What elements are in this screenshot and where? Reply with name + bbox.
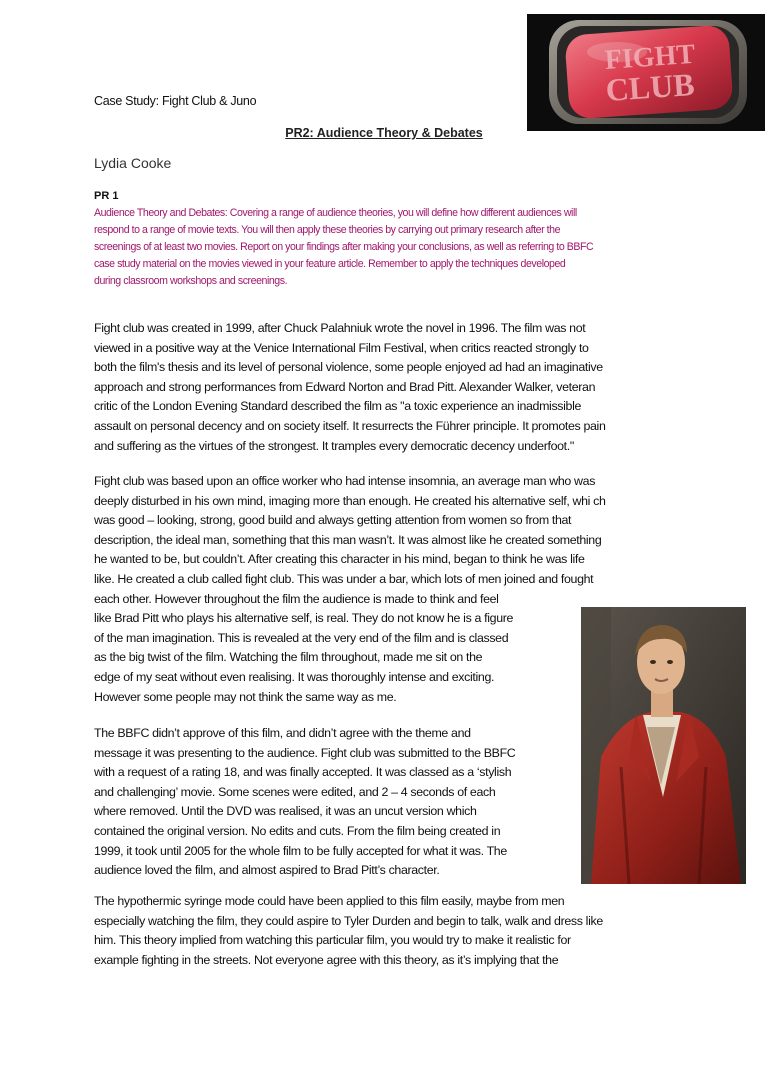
text-line: and suffering as the virtues of the strongest. It tramples every democratic decency underfoot."	[94, 438, 574, 453]
text-line: like. He created a club called fight club. This was under a bar, which lots of men joined and fought	[94, 571, 594, 586]
text-line: Fight club was created in 1999, after Chuck Palahniuk wrote the novel in 1996. The film was not	[94, 321, 586, 335]
text-line: Fight club was based upon an office worker who had intense insomnia, an average man who was	[94, 474, 596, 488]
text-line: audience loved the film, and almost aspired to Brad Pitt’s character.	[94, 863, 440, 878]
text-line: was good – looking, strong, good build and always getting attention from women so from that	[94, 513, 572, 528]
text-line: However some people may not think the same way as me.	[94, 689, 397, 704]
author-name: Lydia Cooke	[94, 155, 172, 171]
brief-line: case study material on the movies viewed in your feature article. Remember to apply the techniques developed	[94, 258, 566, 270]
pr1-heading: PR 1	[94, 190, 119, 202]
pr2-heading: PR2: Audience Theory & Debates	[285, 126, 483, 140]
text-line: contained the original version. No edits and cuts. From the film being created in	[94, 823, 501, 838]
text-line: he wanted to be, but couldn’t. After creating this character in his mind, began to think he was life	[94, 552, 585, 567]
paragraph-theory	[94, 892, 603, 970]
text-line: 1999, it took until 2005 for the whole film to be fully accepted for what it was. The	[94, 843, 507, 858]
text-line: like Brad Pitt who plays his alternative self, is real. They do not know he is a figure	[94, 611, 514, 626]
logo-text-fight: FIGHT	[603, 38, 697, 77]
text-line: assault on personal decency and on society itself. It resurrects the Führer principle. It promotes pain	[94, 418, 606, 433]
paragraph-history	[94, 319, 605, 456]
brief-line: respond to a range of movie texts. You will then apply these theories by carrying out primary research after the	[94, 224, 561, 236]
soap-bar-icon	[527, 14, 765, 131]
text-line: critic of the London Evening Standard described the film as "a toxic experience an inadmissible	[94, 399, 582, 414]
case-study-title: Case Study: Fight Club & Juno	[94, 94, 257, 108]
brief-line: Audience Theory and Debates: Covering a range of audience theories, you will define how different audiences will	[94, 207, 577, 219]
text-line: The BBFC didn’t approve of this film, and didn’t agree with the theme and	[94, 726, 471, 740]
text-line: edge of my seat without even realising. It was thoroughly intense and exciting.	[94, 669, 495, 684]
text-line: approach and strong performances from Edward Norton and Brad Pitt. Alexander Walker, veteran	[94, 379, 596, 394]
pr1-brief	[94, 205, 694, 290]
brief-line: screenings of at least two movies. Report on your findings after making your conclusions, as well as referring to BBFC	[94, 241, 594, 253]
brad-pitt-photo	[581, 607, 746, 884]
text-line: especially watching the film, they could aspire to Tyler Durden and begin to talk, walk and dress like	[94, 913, 603, 928]
logo-text-club: CLUB	[604, 65, 696, 109]
text-line: both the film's thesis and its level of personal violence, some people enjoyed ad had an imaginative	[94, 360, 603, 375]
person-portrait-icon	[581, 607, 746, 884]
text-line: where removed. Until the DVD was realised, it was an uncut version which	[94, 804, 477, 819]
text-line: him. This theory implied from watching this particular film, you would try to make it realistic for	[94, 933, 571, 948]
text-line: example fighting in the streets. Not everyone agree with this theory, as it’s implying that the	[94, 952, 559, 967]
brief-line: during classroom workshops and screenings.	[94, 275, 288, 287]
text-line: of the man imagination. This is revealed at the very end of the film and is classed	[94, 630, 509, 645]
paragraph-bbfc	[94, 724, 515, 881]
text-line: viewed in a positive way at the Venice International Film Festival, when critics reacted strongly to	[94, 340, 589, 355]
text-line: as the big twist of the film. Watching the film throughout, made me sit on the	[94, 650, 483, 665]
text-line: and challenging’ movie. Some scenes were edited, and 2 – 4 seconds of each	[94, 784, 496, 799]
text-line: description, the ideal man, something that this man wasn’t. It was almost like he created something	[94, 532, 602, 547]
text-line: each other. However throughout the film the audience is made to think and feel	[94, 591, 499, 606]
text-line: with a request of a rating 18, and was finally accepted. It was classed as a ‘stylish	[94, 765, 512, 780]
text-line: The hypothermic syringe mode could have been applied to this film easily, maybe from men	[94, 894, 565, 908]
text-line: message it was presenting to the audience. Fight club was submitted to the BBFC	[94, 745, 516, 760]
fight-club-logo	[527, 14, 765, 131]
text-line: deeply disturbed in his own mind, imaging more than enough. He created his alternative self, whi ch	[94, 493, 606, 508]
paragraph-plot	[94, 472, 606, 707]
